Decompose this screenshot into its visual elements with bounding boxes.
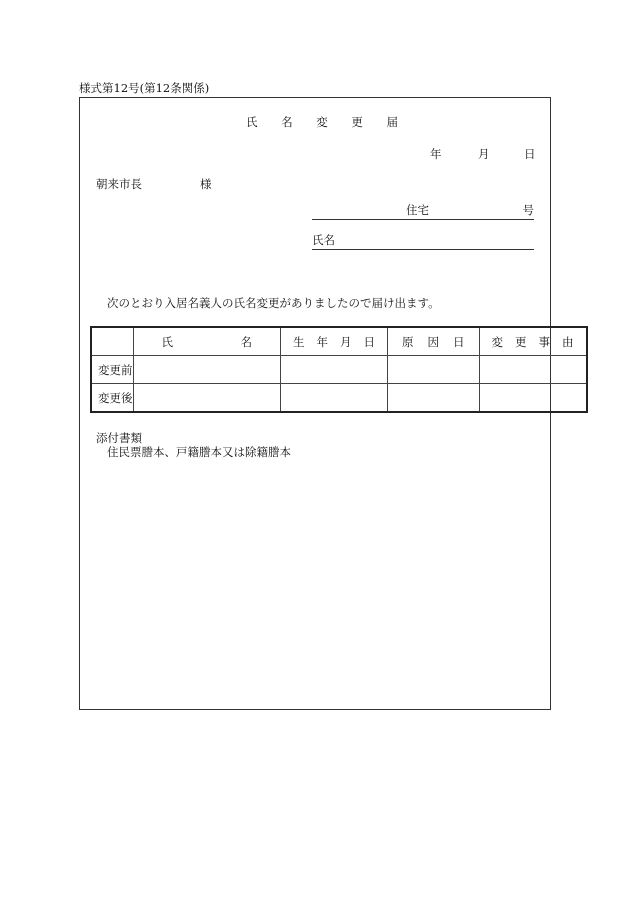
cell-change-reason-before[interactable] <box>479 356 587 384</box>
statement-text: 次のとおり入居名義人の氏名変更がありましたので届け出ます。 <box>107 296 440 310</box>
table-header-reason-date: 原因日 <box>388 327 480 356</box>
date-row <box>0 146 630 162</box>
cell-change-reason-after[interactable] <box>479 384 587 413</box>
table-header-change-reason: 変更事由 <box>479 327 587 356</box>
name-label: 氏名 <box>312 233 335 247</box>
number-suffix: 号 <box>522 203 534 217</box>
cell-reason-date-after[interactable] <box>388 384 480 413</box>
day-label: 日 <box>524 147 536 161</box>
cell-birthdate-after[interactable] <box>281 384 388 413</box>
form-number: 様式第12号(第12条関係) <box>79 81 210 95</box>
attachments-heading: 添付書類 <box>96 431 142 445</box>
addressee-name: 朝来市長 <box>96 177 142 191</box>
table-header-row <box>91 327 587 356</box>
row-label-before: 変更前 <box>91 356 133 384</box>
table-header-name: 氏 名 <box>133 327 281 356</box>
table-row <box>91 356 587 384</box>
year-label: 年 <box>430 147 442 161</box>
table-header-birthdate: 生年月日 <box>281 327 388 356</box>
cell-birthdate-before[interactable] <box>281 356 388 384</box>
cell-name-after[interactable] <box>133 384 281 413</box>
cell-reason-date-before[interactable] <box>388 356 480 384</box>
cell-name-before[interactable] <box>133 356 281 384</box>
table-header-blank <box>91 327 133 356</box>
row-label-after: 変更後 <box>91 384 133 413</box>
address-label: 住宅 <box>406 203 429 217</box>
table-row <box>91 384 587 413</box>
address-line[interactable] <box>312 203 534 220</box>
month-label: 月 <box>478 147 490 161</box>
addressee-honorific: 様 <box>200 177 212 191</box>
attachments-list: 住民票謄本、戸籍謄本又は除籍謄本 <box>107 445 291 459</box>
form-title: 氏 名 変 更 届 <box>245 115 409 129</box>
name-line[interactable] <box>312 233 534 250</box>
name-change-table <box>90 326 588 413</box>
